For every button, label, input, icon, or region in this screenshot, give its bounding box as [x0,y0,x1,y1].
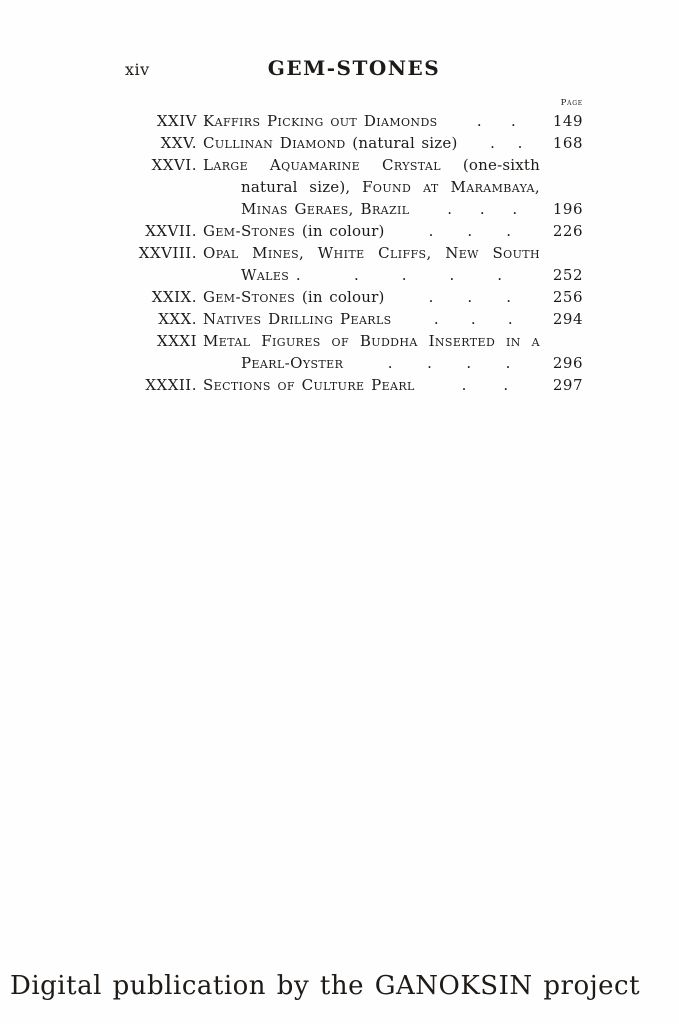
toc-line [125,286,583,308]
smallcaps-segment: Pearl-Oyster [241,354,344,372]
leader-dot: . [497,266,503,284]
plate-numeral: XXXI [157,332,197,350]
leader-dot: . [433,310,439,328]
plate-title-line [203,374,583,396]
plain-segment: (natural size) [352,134,458,152]
plate-title-line [203,352,583,374]
plain-segment: (in colour) [301,288,385,306]
leader-dot: . [517,134,523,152]
leader-dot: . [466,354,472,372]
leader-dot: . [467,288,473,306]
plate-numeral: XXVI. [151,156,197,174]
plate-title-text [203,244,540,262]
leader-dot: . [476,112,482,130]
plate-numeral: XXIX. [151,288,197,306]
toc-list [125,110,583,396]
leader-dot: . [506,288,511,306]
leader-dot: . [512,200,518,218]
toc-line [125,198,583,220]
smallcaps-segment: Sections of Culture Pearl [203,376,415,394]
running-title: GEM-STONES [267,56,441,80]
plate-page-number: 256 [552,288,583,306]
plate-numeral [125,198,203,220]
plate-numeral: XXVII. [145,222,197,240]
leader-dot: . [490,134,495,152]
text-block [125,56,583,396]
plain-segment: (one-sixth [462,156,540,174]
plate-title-line [203,242,583,264]
toc-line [125,374,583,396]
toc-line [125,264,583,286]
leader-dot: . [428,288,434,306]
plate-title-line [203,132,583,154]
footer-credit: Digital publication by the GANOKSIN project [10,971,641,1001]
plate-title-line [203,308,583,330]
leader-dot: . [447,200,453,218]
plate-numeral: XXV. [160,134,197,152]
plate-page-number: 294 [552,310,583,328]
page-header [125,56,583,82]
toc-line [125,220,583,242]
plate-title-text [203,286,385,308]
leader-dot: . [427,354,432,372]
smallcaps-segment: Found at Marambaya, [362,178,540,196]
dot-leader [343,352,551,374]
leader-dot: . [467,222,473,240]
toc-line [125,352,583,374]
toc-line [125,242,583,264]
smallcaps-segment: Natives Drilling Pearls [203,310,392,328]
plate-page-number: 149 [552,112,583,130]
toc-line [125,132,583,154]
plate-title-line [203,220,583,242]
plate-title-line [203,110,583,132]
toc-line [125,110,583,132]
dot-leader [385,286,551,308]
plate-title-text [203,110,438,132]
smallcaps-segment: Cullinan Diamond [203,134,353,152]
leader-dot: . [506,222,511,240]
leader-dot: . [387,354,393,372]
dot-leader [409,198,551,220]
plate-title-text [203,156,540,174]
leader-dot: . [401,266,407,284]
plate-numeral [125,176,203,198]
plate-numeral [125,352,203,374]
plate-page-number: 252 [552,266,583,284]
plate-title-text [203,308,392,330]
dot-leader [392,308,551,330]
leader-dot: . [470,310,476,328]
smallcaps-segment: Kaffirs Picking out Diamonds [203,112,438,130]
smallcaps-segment: Gem-Stones [203,222,302,240]
toc-line [125,330,583,352]
plate-numeral: XXVIII. [138,244,197,262]
plate-title-text [203,374,415,396]
plate-title-line [203,330,583,352]
smallcaps-segment: Gem-Stones [203,288,302,306]
leader-dot: . [461,376,467,394]
leader-dot: . [510,112,516,130]
plate-title-text [241,352,343,374]
plate-page-number: 296 [552,354,583,372]
plate-page-number: 168 [552,134,583,152]
toc-line [125,154,583,176]
plate-title-text [241,178,540,196]
leader-dot: . [354,266,359,284]
plate-title-line [203,264,583,286]
leader-dot: . [507,310,513,328]
toc-line [125,176,583,198]
leader-dot: . [449,266,455,284]
plate-title-text [203,332,540,350]
leader-dot: . [428,222,434,240]
smallcaps-segment: Wales . [241,266,302,284]
dot-leader [385,220,551,242]
plate-title-text [241,198,409,220]
dot-leader [301,264,551,286]
leader-dot: . [479,200,485,218]
leader-dot: . [503,376,509,394]
smallcaps-segment: Large Aquamarine Crystal [203,156,463,174]
plate-title-line [203,154,583,176]
leader-dot: . [505,354,511,372]
plate-title-line [203,176,583,198]
folio-number: xiv [125,60,150,79]
dot-leader [438,110,551,132]
plate-title-text [241,264,301,286]
plate-numeral: XXX. [158,310,197,328]
dot-leader [415,374,551,396]
plate-title-text [203,132,458,154]
toc-line [125,308,583,330]
plate-numeral: XXXII. [145,376,197,394]
plate-page-number: 297 [552,376,583,394]
plate-numeral [125,264,203,286]
plate-page-number: 196 [552,200,583,218]
plate-numeral: XXIV [156,112,197,130]
plate-page-number: 226 [552,222,583,240]
smallcaps-segment: Opal Mines, White Cliffs, New South [203,244,540,262]
plate-title-line [203,286,583,308]
smallcaps-segment: Minas Geraes, Brazil [241,200,410,218]
plate-title-line [203,198,583,220]
page-column-label: Page [560,98,583,108]
smallcaps-segment: Metal Figures of Buddha Inserted in a [203,332,540,350]
plain-segment: (in colour) [301,222,385,240]
dot-leader [458,132,551,154]
plate-title-text [203,220,385,242]
plain-segment: natural size), [241,178,363,196]
